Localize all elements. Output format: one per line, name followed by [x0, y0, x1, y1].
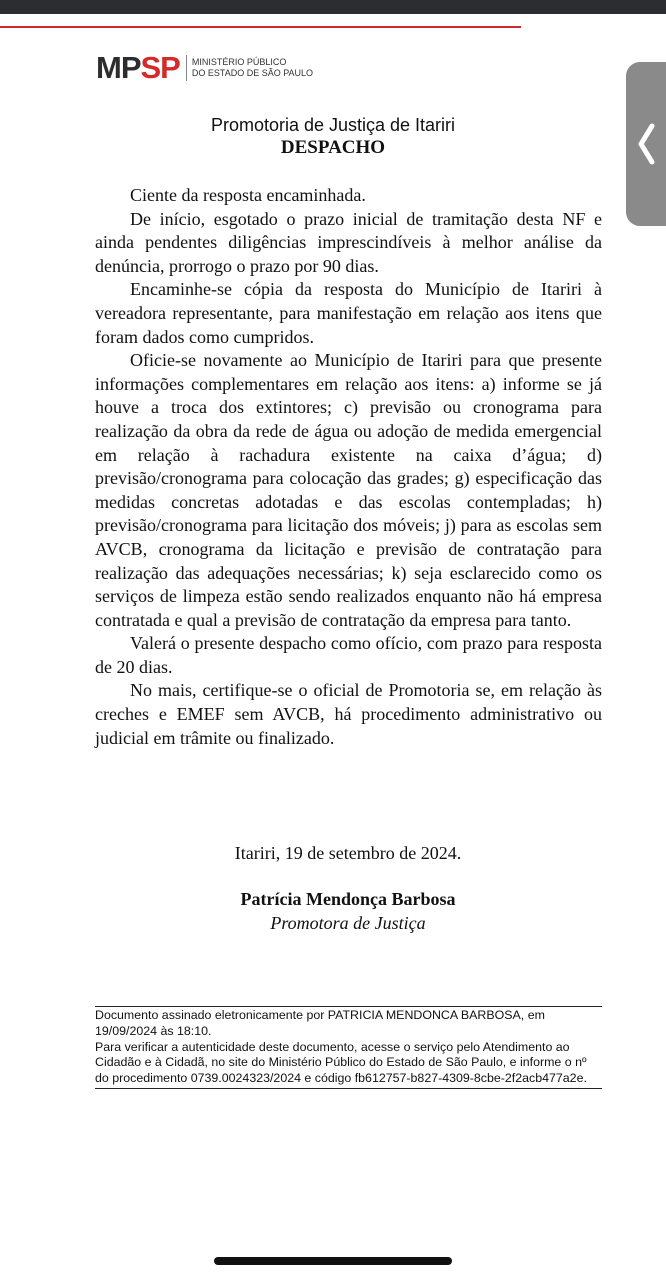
- organization-name: Promotoria de Justiça de Itariri: [210, 115, 456, 135]
- mpsp-logo: [96, 52, 313, 83]
- paragraph: Valerá o presente despacho como ofício, com prazo para resposta de 20 dias.: [95, 633, 602, 677]
- document-date: Itariri, 19 de setembro de 2024.: [234, 843, 462, 863]
- document-title: DESPACHO: [280, 137, 386, 158]
- signer-role: Promotora de Justiça: [270, 913, 426, 933]
- logo-caption-line1: MINISTÉRIO PÚBLICO: [191, 56, 287, 67]
- paragraph: De início, esgotado o prazo inicial de tramitação desta NF e ainda pendentes diligências imprescindíveis à melhor análise da denúncia, prorrogo o prazo por 90 dias.: [95, 208, 602, 276]
- logo-separator: [186, 55, 187, 81]
- document-body: [95, 184, 602, 750]
- paragraph: Ciente da resposta encaminhada.: [130, 185, 366, 205]
- logo-caption-line2: DO ESTADO DE SÃO PAULO: [191, 67, 314, 78]
- signer-name: Patrícia Mendonça Barbosa: [240, 889, 456, 909]
- status-bar: [0, 0, 666, 14]
- logo-caption: [192, 57, 313, 79]
- home-indicator[interactable]: [214, 1257, 452, 1265]
- paragraph: Encaminhe-se cópia da resposta do Município de Itariri à vereadora representante, para manifestação em relação aos itens que foram dados como cumpridos.: [95, 279, 602, 347]
- logo-mp-text: MP: [96, 50, 141, 85]
- footer-verification-line: Para verificar a autenticidade deste documento, acesse o serviço pelo Atendimento ao Cidadão e à Cidadã, no site do Ministério Público do Estado de São Paulo, e informe o nº do procedimento 0739.0024323/2024 e código fb612757-b827-4309-8cbe-2f2acb477a2e.: [95, 1039, 587, 1086]
- signature-footer: [95, 1006, 602, 1089]
- paragraph: No mais, certifique-se o oficial de Promotoria se, em relação às creches e EMEF sem AVCB, há procedimento administrativo ou judicial em trâmite ou finalizado.: [95, 680, 602, 748]
- paragraph: Oficie-se novamente ao Município de Itariri para que presente informações complementares em relação aos itens: a) informe se já houve a troca dos extintores; c) previsão ou cronograma para realização da obra da rede de água ou adoção de medida emergencial em relação à rachadura existente na caixa d’água; d) previsão/cronograma para colocação das grades; g) especificação das medidas concretas adotadas e das escolas contempladas; h) previsão/cronograma para licitação dos móveis; j) para as escolas sem AVCB, cronograma da licitação e previsão de contratação para realização das adequações necessárias; k) seja esclarecido como os serviços de limpeza estão sendo realizados enquanto não há empresa contratada e qual a previsão de contratação da empresa para tanto.: [95, 350, 602, 630]
- logo-sp-text: SP: [140, 50, 180, 85]
- footer-signed-line: Documento assinado eletronicamente por PATRICIA MENDONCA BARBOSA, em 19/09/2024 às 18:10.: [95, 1008, 545, 1038]
- header-red-line: [0, 26, 521, 28]
